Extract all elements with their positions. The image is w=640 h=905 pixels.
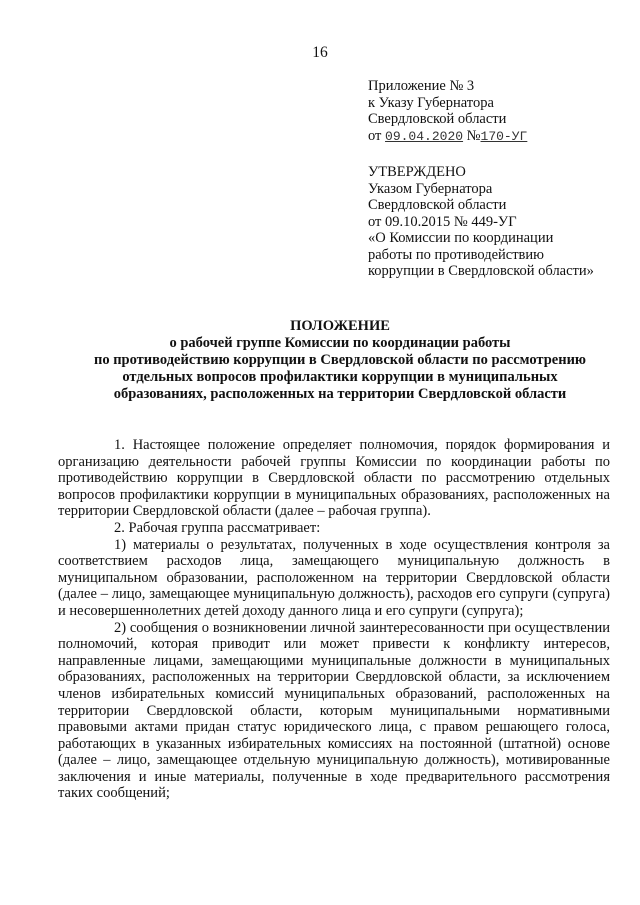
appendix-line-1: Приложение № 3 [368, 78, 475, 94]
title-line-1: о рабочей группе Комиссии по координации работы [169, 335, 511, 351]
approved-heading: УТВЕРЖДЕНО [368, 164, 466, 180]
paragraph-2: 2. Рабочая группа рассматривает: [114, 519, 321, 536]
date-prefix: от [368, 127, 382, 144]
approved-line-4: «О Комиссии по координации [368, 230, 554, 246]
number-prefix: № [466, 127, 481, 144]
title-line-2: по противодействию коррупции в Свердловской области по рассмотрению [93, 352, 587, 368]
document-title [70, 318, 610, 403]
appendix-block [368, 78, 628, 145]
approved-line-5: работы по противодействию [368, 246, 544, 263]
page-number: 16 [312, 44, 328, 61]
title-line-4: образованиях, расположенных на территории Свердловской области [113, 386, 567, 402]
paragraph-2-item-1: 1) материалы о результатах, полученных в ходе осуществления контроля за соответствием расходов лица, замещающего муниципальную должность в муниципальном образовании, расположенном на территории Свердловской области (далее – лицо, замещающее муниципальную должность), расходов его супруги (супруга) и несовершеннолетних детей доходу данного лица и его супруги (супруга); [58, 536, 610, 619]
appendix-date-line [368, 128, 628, 146]
approved-line-6: коррупции в Свердловской области» [368, 263, 594, 279]
appendix-line-3: Свердловской области [368, 111, 507, 127]
decree-date: 09.04.2020 [385, 128, 464, 144]
title-line-3: отдельных вопросов профилактики коррупции в муниципальных [122, 369, 558, 385]
approved-line-1: Указом Губернатора [368, 180, 493, 197]
approved-block [368, 164, 630, 280]
document-body [58, 437, 610, 802]
appendix-line-2: к Указу Губернатора [368, 94, 494, 111]
paragraph-1: 1. Настоящее положение определяет полномочия, порядок формирования и организацию деятельности рабочей группы Комиссии по координации работы по противодействию коррупции в Свердловской области по рассмотрению отдельных вопросов профилактики коррупции в муниципальных образованиях, расположенных на территории Свердловской области (далее – рабочая группа). [58, 437, 610, 520]
approved-line-3: от 09.10.2015 № 449-УГ [368, 213, 517, 230]
paragraph-2-item-2: 2) сообщения о возникновении личной заинтересованности при осуществлении полномочий, которая приводит или может привести к конфликту интересов, направленные лицами, замещающими муниципальные должности в муниципальных образованиях, расположенных на территории Свердловской области, за исключением членов избирательных комиссий муниципальных образований, расположенных на территории Свердловской области, которым муниципальными нормативными правовыми актами придан статус юридического лица, с правом решающего голоса, работающих в указанных избирательных комиссиях на постоянной (штатной) основе (далее – лицо, замещающее отдельную муниципальную должность), мотивированные заключения и иные материалы, полученные в ходе предварительного рассмотрения таких сообщений; [58, 619, 610, 802]
decree-number: 170-УГ [480, 128, 528, 144]
approved-line-2: Свердловской области [368, 197, 507, 213]
title-main: ПОЛОЖЕНИЕ [290, 318, 390, 334]
